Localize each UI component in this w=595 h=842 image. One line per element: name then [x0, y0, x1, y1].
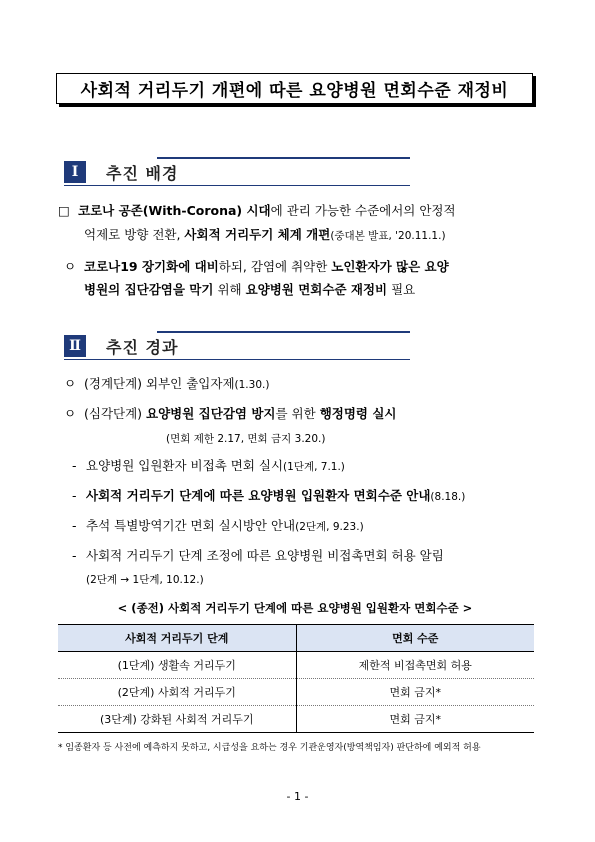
sec2-dash1	[72, 457, 345, 476]
sec1-p1-note: (중대본 발표, '20.11.1.)	[330, 230, 446, 242]
table-cell-stage: (2단계) 사회적 거리두기	[58, 679, 296, 706]
sec2-d2-bold: 사회적 거리두기 단계에 따른 요양병원 입원환자 면회수준 안내	[86, 488, 431, 503]
sec2-dash4	[72, 547, 444, 565]
square-bullet-icon: □	[58, 203, 70, 218]
section-1-header	[64, 160, 410, 184]
section-1-rule	[64, 185, 410, 187]
sec2-d1-date: (1단계, 7.1.)	[283, 461, 345, 473]
sec1-p2-l2-bold2: 요양병원 면회수준 재정비	[245, 282, 388, 297]
table-cell-stage: (1단계) 생활속 거리두기	[58, 652, 296, 679]
table-cell-level: 제한적 비접촉면회 허용	[296, 652, 534, 679]
section-2-rule	[64, 359, 410, 361]
table-cell-level: 면회 금지*	[296, 679, 534, 706]
sec1-p1-rest: 에 관리 가능한 수준에서의 안정적	[270, 203, 456, 218]
table-row	[58, 706, 534, 733]
sec1-p2-l2-end: 필요	[387, 282, 416, 297]
table-caption: < (종전) 사회적 거리두기 단계에 따른 요양병원 입원환자 면회수준 >	[117, 601, 473, 615]
sec2-i1-text: (경계단계) 외부인 출입자제	[84, 376, 235, 391]
sec2-item2	[64, 405, 397, 423]
sec2-d3-date: (2단계, 9.23.)	[295, 521, 364, 533]
dash-bullet: -	[72, 458, 77, 473]
sec2-dash4-sub: (2단계 → 1단계, 10.12.)	[86, 574, 204, 586]
sec1-p2-bold1: 코로나19 장기화에 대비	[84, 259, 219, 274]
sec2-item1	[64, 375, 269, 394]
dash-bullet: -	[72, 548, 77, 563]
sec2-i2-bold2: 행정명령 실시	[319, 406, 397, 421]
page-number: - 1 -	[286, 790, 309, 803]
circle-bullet-icon: ㅇ	[64, 259, 77, 274]
sec2-item2-sub: (면회 제한 2.17, 면회 금지 3.20.)	[166, 433, 326, 445]
sec2-i2-a: (심각단계)	[84, 406, 147, 421]
sec1-p2-mid: 하되, 감염에 취약한	[218, 259, 332, 274]
section-2-top-rule	[157, 331, 410, 333]
sec1-p2-l2-bold1: 병원의 집단감염을 막기	[84, 282, 214, 297]
section-1-title: 추진 배경	[106, 163, 179, 183]
dash-bullet: -	[72, 518, 77, 533]
sec1-p1-l2a: 억제로 방향 전환,	[84, 227, 185, 242]
table-row	[58, 679, 534, 706]
table-footnote: * 임종환자 등 사전에 예측하지 못하고, 시급성을 요하는 경우 기관운영자(방역책임자) 판단하에 예외적 허용	[58, 743, 481, 753]
sec1-p2-l2-mid: 위해	[213, 282, 246, 297]
sec1-para2-line1	[64, 258, 449, 276]
sec2-d2-date: (8.18.)	[430, 491, 466, 503]
sec1-p2-bold2: 노인환자가 많은 요양	[331, 259, 449, 274]
sec1-para2-line2	[84, 281, 415, 299]
table-cell-stage: (3단계) 강화된 사회적 거리두기	[58, 706, 296, 733]
section-2-number: Ⅱ	[64, 335, 86, 357]
table-header-stage: 사회적 거리두기 단계	[58, 625, 296, 652]
table-cell-level: 면회 금지*	[296, 706, 534, 733]
sec2-i1-date: (1.30.)	[234, 379, 270, 391]
sec2-d3-text: 추석 특별방역기간 면회 실시방안 안내	[86, 518, 296, 533]
table-header-level: 면회 수준	[296, 625, 534, 652]
section-1-number: Ⅰ	[64, 161, 86, 183]
sec1-para1-line1	[58, 202, 456, 220]
sec2-d4-text: 사회적 거리두기 단계 조정에 따른 요양병원 비접촉면회 허용 알림	[86, 548, 444, 563]
table-row	[58, 652, 534, 679]
circle-bullet-icon: ㅇ	[64, 406, 77, 421]
sec2-dash3	[72, 517, 364, 536]
section-1-top-rule	[157, 157, 410, 159]
sec2-d1-text: 요양병원 입원환자 비접촉 면회 실시	[86, 458, 284, 473]
circle-bullet-icon: ㅇ	[64, 376, 77, 391]
sec2-dash2	[72, 487, 465, 506]
sec1-p1-bold: 코로나 공존(With-Corona) 시대	[78, 203, 271, 218]
sec1-p1-l2-bold: 사회적 거리두기 체계 개편	[184, 227, 331, 242]
visit-level-table	[58, 624, 534, 733]
sec2-i2-bold1: 요양병원 집단감염 방지	[146, 406, 276, 421]
section-2-header	[64, 334, 410, 358]
table-header-row	[58, 625, 534, 652]
document-title: 사회적 거리두기 개편에 따른 요양병원 면회수준 재정비	[56, 73, 533, 104]
section-2-title: 추진 경과	[106, 337, 179, 357]
dash-bullet: -	[72, 488, 77, 503]
sec1-para1-line2	[84, 226, 446, 245]
sec2-i2-mid: 를 위한	[275, 406, 320, 421]
